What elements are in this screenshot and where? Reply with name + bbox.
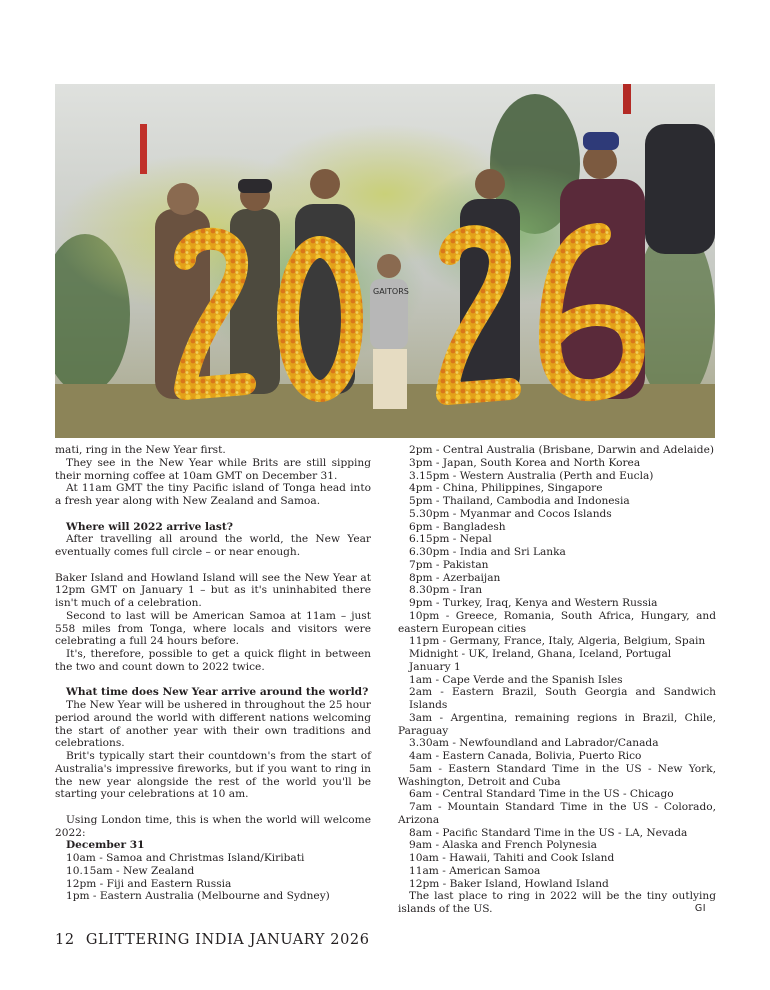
- schedule-item: 10am - Hawaii, Tahiti and Cook Island: [409, 852, 615, 864]
- schedule-item: 10.15am - New Zealand: [66, 864, 195, 877]
- paragraph: They see in the New Year while Brits are still sipping their morning coffee at 10am GMT on December 31.: [55, 456, 371, 482]
- paragraph: It's, therefore, possible to get a quick flight in between the two and count down to 2022 twice.: [55, 648, 371, 673]
- schedule-item: 1pm - Eastern Australia (Melbourne and Sydney): [66, 890, 330, 903]
- schedule-item: 4pm - China, Philippines, Singapore: [409, 482, 603, 495]
- schedule-item: 8.30pm - Iran: [409, 584, 483, 597]
- section-heading: Where will 2022 arrive last?: [66, 520, 233, 533]
- schedule-item: 6pm - Bangladesh: [409, 520, 506, 533]
- article-column-right: [398, 444, 716, 916]
- schedule-item: 12pm - Baker Island, Howland Island: [409, 877, 609, 890]
- shirt-text: GAITORS: [373, 287, 409, 296]
- running-title: GLITTERING INDIA JANUARY 2026: [85, 932, 370, 948]
- schedule-item: 4am - Eastern Canada, Bolivia, Puerto Rico: [409, 750, 642, 762]
- paragraph-gap: [55, 674, 371, 687]
- schedule-item: 11pm - Germany, France, Italy, Algeria, Belgium, Spain: [409, 635, 706, 648]
- end-mark: GI: [694, 903, 706, 914]
- schedule-item: 12pm - Fiji and Eastern Russia: [66, 877, 232, 890]
- schedule-item: January 1: [409, 660, 461, 673]
- schedule-item: 9pm - Turkey, Iraq, Kenya and Western Russia: [409, 597, 658, 609]
- page-number: 12: [55, 932, 75, 948]
- schedule-item: The last place to ring in 2022 will be the tiny outlying islands of the US. GI: [398, 890, 716, 915]
- paragraph: Second to last will be American Samoa at 11am – just 558 miles from Tonga, where locals and visitors were celebrating a full 24 hours before.: [55, 609, 371, 648]
- schedule-item: 3.30am - Newfoundland and Labrador/Canada: [409, 737, 659, 750]
- schedule-item: 2pm - Central Australia (Brisbane, Darwin and Adelaide): [409, 444, 714, 456]
- schedule-item: 7am - Mountain Standard Time in the US - Colorado, Arizona: [398, 801, 716, 826]
- schedule-item: 2am - Eastern Brazil, South Georgia and Sandwich Islands: [409, 686, 716, 711]
- article-column-left: [55, 444, 371, 903]
- paragraph: mati, ring in the New Year first.: [55, 444, 226, 456]
- schedule-item: 9am - Alaska and French Polynesia: [409, 839, 597, 852]
- page-footer: [55, 932, 370, 948]
- section-heading: December 31: [66, 839, 145, 852]
- schedule-item: 6am - Central Standard Time in the US - Chicago: [409, 788, 674, 801]
- schedule-item: 5pm - Thailand, Cambodia and Indonesia: [409, 495, 630, 507]
- schedule-item: 1am - Cape Verde and the Spanish Isles: [409, 673, 623, 686]
- schedule-item: 8pm - Azerbaijan: [409, 571, 501, 584]
- paragraph: After travelling all around the world, the New Year eventually comes full circle – or near enough.: [55, 533, 371, 558]
- schedule-item: 3.15pm - Western Australia (Perth and Eucla): [409, 469, 654, 482]
- paragraph: At 11am GMT the tiny Pacific island of Tonga head into a fresh year along with New Zealand and Samoa.: [55, 482, 371, 507]
- schedule-item: 10am - Samoa and Christmas Island/Kiribati: [66, 852, 305, 864]
- schedule-item: 10pm - Greece, Romania, South Africa, Hungary, and eastern European cities: [398, 609, 716, 635]
- paragraph-gap: [55, 559, 371, 572]
- schedule-item: 5.30pm - Myanmar and Cocos Islands: [409, 507, 612, 520]
- schedule-item: 6.15pm - Nepal: [409, 533, 492, 546]
- paragraph-gap: [55, 508, 371, 521]
- schedule-item: 6.30pm - India and Sri Lanka: [409, 546, 566, 558]
- schedule-item: 5am - Eastern Standard Time in the US - New York, Washington, Detroit and Cuba: [398, 762, 716, 788]
- paragraph: The New Year will be ushered in throughout the 25 hour period around the world with different nations welcoming the start of another year with their own traditions and celebrations.: [55, 699, 371, 750]
- schedule-item: Midnight - UK, Ireland, Ghana, Iceland, Portugal: [409, 648, 672, 660]
- hero-photo: [55, 84, 715, 438]
- schedule-item: 3am - Argentina, remaining regions in Brazil, Chile, Paraguay: [398, 711, 716, 737]
- paragraph: Brit's typically start their countdown's from the start of Australia's impressive fireworks, but if you want to ring in the new year alongside the rest of the world you'll be starting your celebrations at 10 am.: [55, 750, 371, 801]
- schedule-item: 8am - Pacific Standard Time in the US - LA, Nevada: [409, 826, 688, 839]
- paragraph: Baker Island and Howland Island will see the New Year at 12pm GMT on January 1 – but as it's uninhabited there isn't much of a celebration.: [55, 571, 371, 609]
- schedule-item: 3pm - Japan, South Korea and North Korea: [409, 456, 641, 469]
- schedule-item: 11am - American Samoa: [409, 864, 541, 877]
- section-heading: What time does New Year arrive around the world?: [66, 686, 369, 699]
- paragraph: Using London time, this is when the world will welcome 2022:: [55, 813, 371, 839]
- paragraph-gap: [55, 801, 371, 814]
- schedule-item: 7pm - Pakistan: [409, 558, 489, 571]
- hero-photo-illustration: [55, 84, 715, 438]
